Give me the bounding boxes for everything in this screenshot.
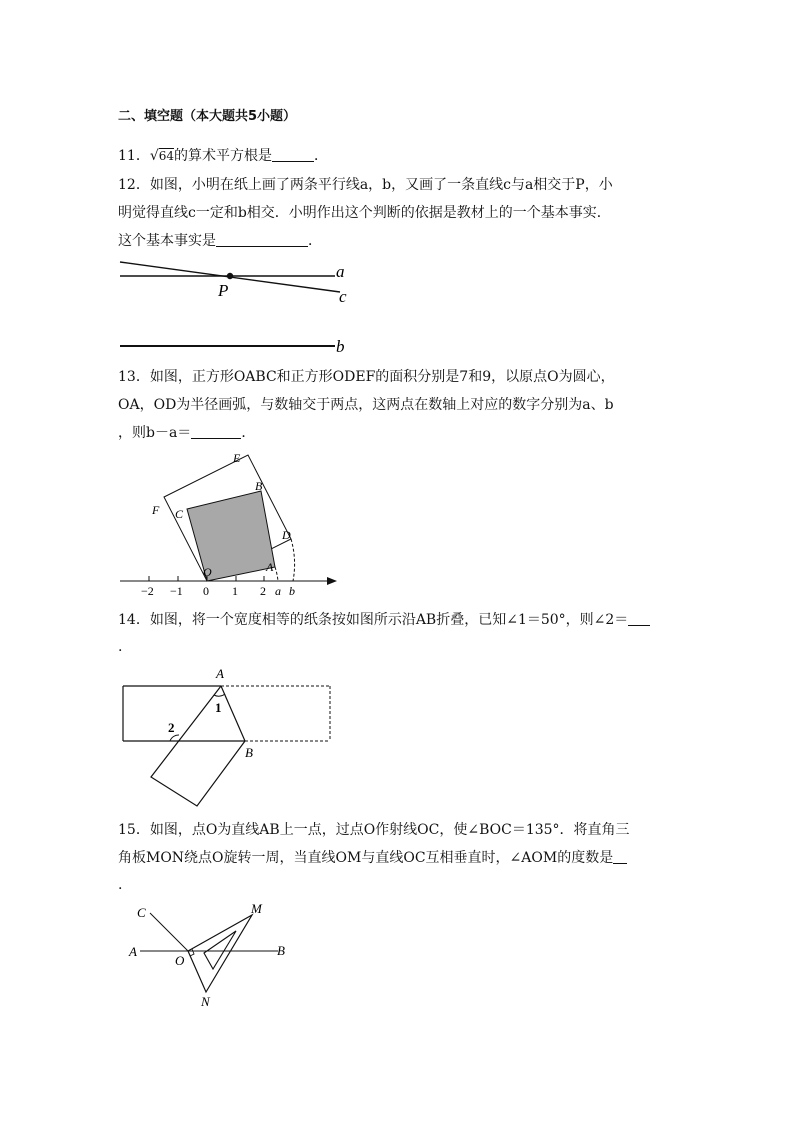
q11-radicand: 64 (158, 149, 175, 163)
q14-answer-blank (628, 611, 650, 626)
q12-end: ． (308, 233, 322, 249)
label-c-vertex: C (175, 507, 184, 521)
label-c: c (339, 287, 347, 306)
section-title: 二、填空题（本大题共5小题） (118, 109, 297, 124)
q13-prefix: ，则b－a＝ (118, 425, 192, 441)
label-d: D (282, 528, 291, 542)
q12-line-1: 12．如图，小明在纸上画了两条平行线a，b，又画了一条直线c与a相交于P，小 (118, 177, 613, 193)
tick-label-0: 0 (203, 584, 209, 598)
q15-answer-blank (613, 849, 627, 864)
q15-line-3: . (118, 877, 123, 893)
q11-number: 11． (118, 148, 150, 164)
label-b: B (277, 943, 285, 958)
label-o: O (175, 953, 185, 968)
angle-1-mark (214, 694, 225, 696)
q14-text: 14．如图，将一个宽度相等的纸条按如图所示沿AB折叠，已知∠1＝50°，则∠2＝ (118, 612, 629, 628)
q14-line-2: . (118, 639, 123, 655)
label-a: a (336, 262, 345, 281)
label-2: 2 (168, 720, 175, 735)
label-n: N (201, 994, 210, 1009)
tick-label-a: a (275, 584, 281, 598)
axis-arrow (327, 577, 337, 585)
q13-line-3 (118, 423, 255, 443)
q14-figure (115, 660, 340, 810)
label-a: A (216, 666, 224, 681)
tick-label-neg2: −2 (141, 584, 154, 598)
point-p (227, 273, 233, 279)
q15-line-1: 15．如图，点O为直线AB上一点，过点O作射线OC，使∠BOC＝135°．将直角三 (118, 822, 630, 838)
q13-end: ． (241, 425, 256, 441)
folded-part (151, 686, 245, 806)
triangle-mon-outer (188, 915, 252, 992)
q13-figure (115, 445, 345, 605)
q15-line-2 (118, 848, 627, 868)
q15-figure (120, 895, 300, 1015)
tick-label-1: 1 (232, 584, 238, 598)
q12-answer-blank (216, 232, 308, 247)
q13-line-1: 13．如图，正方形OABC和正方形ODEF的面积分别是7和9，以原点O为圆心， (118, 369, 615, 385)
sqrt-symbol: √ (149, 148, 159, 164)
q11-text: 的算术平方根是 (174, 148, 273, 164)
tick-label-b: b (289, 584, 295, 598)
tick-label-2: 2 (260, 584, 266, 598)
ray-oc (150, 913, 188, 951)
tick-label-neg1: −1 (170, 584, 183, 598)
label-b-vertex: B (255, 479, 263, 493)
q12-prefix: 这个基本事实是 (118, 233, 216, 249)
q12-line-2: 明觉得直线c一定和b相交．小明作出这个判断的依据是教材上的一个基本事实． (118, 205, 611, 221)
q15-text: 角板MON绕点O旋转一周，当直线OM与直线OC互相垂直时，∠AOM的度数是 (118, 850, 614, 866)
label-m: M (251, 901, 262, 916)
angle-2-mark (170, 735, 179, 741)
label-c: C (137, 905, 146, 920)
label-o: O (203, 565, 212, 579)
question-11 (118, 146, 328, 166)
q13-line-2: OA，OD为半径画弧，与数轴交于两点，这两点在数轴上对应的数字分别为a、b (118, 397, 614, 413)
label-b: b (336, 337, 345, 356)
q12-line-3 (118, 231, 322, 251)
label-e: E (233, 451, 241, 465)
q13-answer-blank (191, 424, 241, 439)
arc-b (291, 539, 295, 581)
q11-end: ． (314, 148, 329, 164)
q14-line-1 (118, 610, 650, 630)
label-b: B (245, 745, 253, 760)
label-a-vertex: A (266, 560, 274, 574)
arc-a (275, 567, 278, 581)
label-p: P (218, 281, 229, 300)
label-1: 1 (215, 700, 222, 715)
label-a: A (129, 944, 137, 959)
label-f: F (152, 503, 160, 517)
q11-answer-blank (272, 147, 314, 162)
q12-figure (110, 255, 370, 360)
